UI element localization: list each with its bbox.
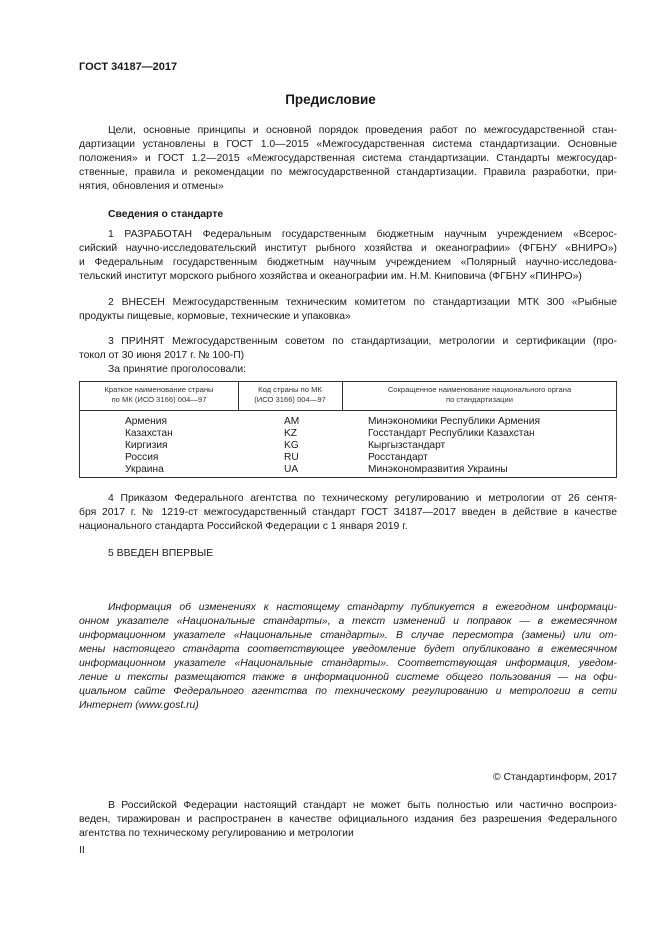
item-2-introduced [79, 296, 617, 324]
table-cell-code: AM [284, 416, 300, 427]
intro-line: дартизации установлены в ГОСТ 1.0—2015 «Межгосударственная система стандартизации. Основные [79, 139, 617, 150]
notice-line: информационном указателе «Национальные стандарты». Соответствующая информация, уведом- [79, 658, 617, 669]
notice-line: Информация об изменениях к настоящему стандарту публикуется в ежегодном информаци- [108, 602, 617, 613]
notice-line: онном указателе «Национальные стандарты», а текст изменений и поправок — в ежемесячном [79, 616, 617, 627]
intro-line: нятия, обновления и отмены» [79, 181, 224, 192]
notice-line: информационном указателе «Национальные стандарты». В случае пересмотра (замены) или от- [79, 630, 617, 641]
item-2-line: продукты пищевые, кормовые, технические и упаковка» [79, 311, 351, 322]
column-header-code: Код страны по МК (ИСО 3166) 004—97 [254, 385, 326, 404]
table-cell-country: Армения [125, 416, 167, 427]
table-cell-country: Украина [125, 464, 164, 475]
page-number: II [79, 845, 85, 856]
table-cell-country: Казахстан [125, 428, 173, 439]
table-cell-body: Кыргызстандарт [368, 440, 446, 451]
intro-paragraph [79, 124, 617, 194]
item-2-line: 2 ВНЕСЕН Межгосударственным техническим комитетом по стандартизации МТК 300 «Рыбные [108, 297, 617, 308]
code-column [284, 416, 299, 476]
item-4-order [79, 492, 617, 534]
notice-line: циальном сайте Федерального агентства по техническому регулированию и метрологии в сети [79, 686, 617, 697]
item-4-line: 4 Приказом Федерального агентства по техническому регулированию и метрологии от 26 сентя- [108, 493, 617, 504]
page-title: Предисловие [285, 92, 376, 107]
intro-line: положения» и ГОСТ 1.2—2015 «Межгосударственная система стандартизации. Стандарты межгосудар- [79, 153, 617, 164]
notice-line: Интернет (www.gost.ru) [79, 700, 199, 711]
notice-line: ление и тексты размещаются также в информационной системе общего пользования — на офи- [79, 672, 617, 683]
copyright: © Стандартинформ, 2017 [492, 772, 617, 783]
table-cell-body: Минэкономики Республики Армения [368, 416, 540, 427]
column-header-body: Сокращенное наименование национального органа по стандартизации [387, 385, 572, 404]
table-cell-body: Минэкономразвития Украины [368, 464, 508, 475]
standard-code-header: ГОСТ 34187—2017 [79, 61, 178, 73]
item-3-adopted [79, 335, 617, 377]
rights-line: веден, тиражирован и распространен в качестве официального издания без разрешения Федерального [79, 814, 617, 825]
item-3-line: токол от 30 июня 2017 г. № 100-П) [79, 350, 245, 361]
voting-countries-table [79, 381, 617, 478]
country-column [125, 416, 173, 476]
notice-line: мены настоящего стандарта соответствующее уведомление будет опубликовано в ежемесячном [79, 644, 617, 655]
changes-notice [79, 601, 617, 713]
item-1-developed [79, 228, 617, 284]
table-cell-code: KG [284, 440, 299, 451]
rights-paragraph [79, 799, 617, 841]
rights-line: В Российской Федерации настоящий стандарт не может быть полностью или частично воспроиз- [108, 800, 617, 811]
table-cell-country: Россия [125, 452, 159, 463]
item-5-first-introduced: 5 ВВЕДЕН ВПЕРВЫЕ [108, 548, 214, 559]
item-1-line: и Федеральным государственным бюджетным научным учреждением «Полярный научно-исследова- [79, 257, 617, 268]
vote-label: За принятие проголосовали: [108, 364, 247, 375]
item-4-line: национального стандарта Российской Федерации с 1 января 2019 г. [79, 521, 408, 532]
info-heading: Сведения о стандарте [108, 209, 224, 220]
item-3-line: 3 ПРИНЯТ Межгосударственным советом по стандартизации, метрологии и сертификации (про- [108, 336, 617, 347]
table-cell-body: Госстандарт Республики Казахстан [368, 428, 535, 439]
table-cell-code: KZ [284, 428, 298, 439]
body-column [368, 416, 540, 476]
table-cell-code: RU [284, 452, 299, 463]
table-cell-code: UA [284, 464, 299, 475]
item-1-line: сийский научно-исследовательский институт рыбного хозяйства и океанографии» (ФГБНУ «ВНИРО») [79, 243, 617, 254]
item-1-line: 1 РАЗРАБОТАН Федеральным государственным бюджетным научным учреждением «Всерос- [108, 229, 617, 240]
intro-line: Цели, основные принципы и основной порядок проведения работ по межгосударственной стан- [108, 125, 617, 136]
table-cell-body: Росстандарт [368, 452, 428, 463]
column-header-country: Краткое наименование страны по МК (ИСО 3166) 004—97 [104, 385, 214, 404]
item-4-line: бря 2017 г. № 1219-ст межгосударственный стандарт ГОСТ 34187—2017 введен в действие в качестве [79, 507, 617, 518]
item-1-line: тельский институт морского рыбного хозяйства и океанографии им. Н.М. Книповича (ФГБНУ «ПИНРО») [79, 271, 582, 282]
intro-line: ственные, правила и рекомендации по межгосударственной стандартизации. Правила разработки, при- [79, 167, 617, 178]
table-cell-country: Киргизия [125, 440, 168, 451]
rights-line: агентства по техническому регулированию и метрологии [79, 828, 354, 839]
table-header-rule [80, 410, 616, 411]
